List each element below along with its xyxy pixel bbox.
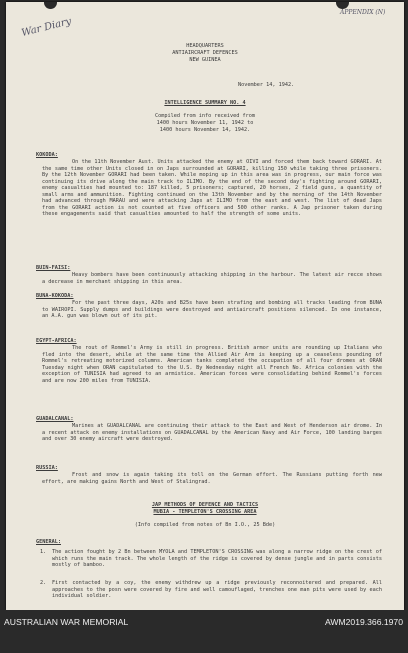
section-heading: EGYPT-AFRICA:: [36, 338, 77, 344]
punch-hole: [44, 2, 57, 9]
section-text: For the past three days, A20s and B25s have been strafing and bombing all tracks leading from BUNA to WAIROPI. Supply dumps and buildings were destroyed and antiaircraft positions silenced. In one instance, an A.A. gun was blown out of its pit.: [42, 300, 382, 320]
document-title: INTELLIGENCE SUMMARY NO. 4: [164, 100, 246, 106]
section-text: Heavy bombers have been continuously attacking shipping in the harbour. The latest air recce shows a decrease in merchant shipping in this area.: [42, 272, 382, 285]
handwritten-annotation-left: War Diary: [20, 16, 73, 39]
general-heading: GENERAL:: [36, 539, 61, 545]
section-text: On the 11th November Aust. Units attacked the enemy at OIVI and forced them back toward GORARI. At the same time other Units closed in on Japs surrounded at GORARI, killing 150 while taking three prisoners. By the 12th November GORARI had been taken. While moping up in this area was in progress, our main force was continuing its drive along the main track to ILIMO. By the end of the second day's fighting around GORARI, enemy casualties had mounted to: 187 killed, 5 prisoners; captured, 20 horses, 2 field guns, a quantity of small arms and ammunition. Fighting continued on the 13th November and by the morning of the 14th November had advanced through MARAU and were attacking Japs at ILIMO from the east and west. The list of dead Japs from the GORARI action is not counted at five officers and 500 other ranks. A Jap prisoner taken during these engagements said that casualties amounted to half the strength of some units.: [42, 159, 382, 218]
section-heading: BUNA-KOKODA:: [36, 293, 74, 299]
jap-heading-line: JAP METHODS OF DEFENCE AND TACTICS: [151, 502, 259, 508]
section-text: Marines at GUADALCANAL are continuing their attack to the East and West of Henderson air drome. In a recent attack on enemy installations on GUADALCANAL by the American Navy and Air Force, 100 landing barges and over 30 enemy aircraft were destroyed.: [42, 423, 382, 443]
header-line: NEW GUINEA: [189, 57, 221, 63]
jap-source-note: (Info compiled from notes of Bn I.O., 25 Bde): [134, 522, 276, 528]
jap-heading-line: MUBIA - TEMPLETON'S CROSSING AREA: [153, 509, 257, 515]
compiled-line: Compiled from info received from: [155, 113, 255, 119]
section-heading: RUSSIA:: [36, 465, 58, 471]
item-number: 1.: [40, 549, 47, 555]
item-number: 2.: [40, 580, 47, 586]
handwritten-annotation-right: APPENDIX (N): [340, 9, 386, 16]
header-line: ANTIAIRCRAFT DEFENCES: [172, 50, 238, 56]
compiled-line: 1400 hours November 11, 1942 to: [156, 120, 254, 126]
footer-institution: AUSTRALIAN WAR MEMORIAL: [4, 617, 129, 627]
item-text: The action fought by 2 Bn between MYOLA and TEMPLETON'S CROSSING was along a narrow ridge on the crest of which runs the main track. The whole length of the ridge is covered by dense jungle and in parts consists mostly of bamboo.: [52, 549, 382, 569]
section-text: Frost and snow is again taking its toll on the German effort. The Russians putting forth new effort, are making gains North and West of Stalingrad.: [42, 472, 382, 485]
document-date: November 14, 1942.: [238, 82, 295, 88]
archive-footer: [0, 610, 408, 653]
footer-accession-number: AWM2019.366.1970: [324, 617, 403, 627]
document-page: [6, 2, 404, 610]
header-line: HEADQUARTERS: [186, 43, 224, 49]
section-text: The rout of Rommel's Army is still in progress. British armor units are rounding up Italians who fled into the desert, while at the same time the Allied Air Arm is keeping up a ceaseless pounding of Rommel's retreating motorized columns. American tanks completed the occupation of all four dromes at ORAN Tuesday night when ORAN capitulated to the U.S. By Wednesday night all French No. Africa colonies with the exception of TUNISIA had agreed to an armistice. American forces were consolidating behind Rommel's forces and are now 200 miles from TUNISIA.: [42, 345, 382, 384]
item-text: First contacted by a coy, the enemy withdrew up a ridge previously reconnoitered and prepared. All approaches to the posn were covered by fire and well camouflaged, trenches one man pits were used by each individual soldier.: [52, 580, 382, 600]
punch-hole: [336, 2, 349, 9]
section-heading: KOKODA:: [36, 152, 58, 158]
compiled-line: 1400 hours November 14, 1942.: [159, 127, 251, 133]
section-heading: GUADALCANAL:: [36, 416, 74, 422]
section-heading: BUIN-FAISI:: [36, 265, 71, 271]
